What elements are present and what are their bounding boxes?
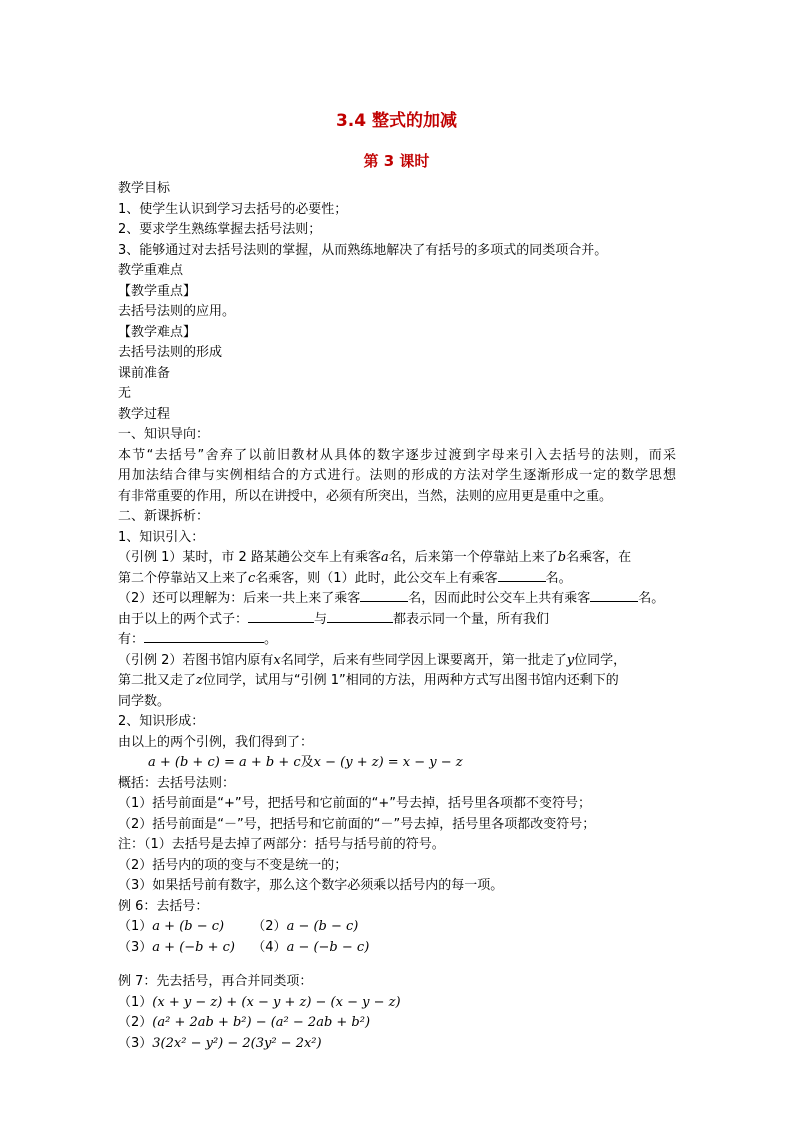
preparation-text: 无: [118, 386, 132, 401]
example-1-line-2: [118, 569, 676, 590]
exercise-label: （2）: [252, 919, 287, 934]
exercise-expression: a − (−b − c): [286, 939, 370, 955]
spacer: [118, 958, 676, 972]
example-6-row: [118, 938, 676, 959]
answer-blank: [327, 610, 393, 623]
section-1-paragraph-line: 有非常重要的作用，所以在讲授中，必须有所突出，当然，法则的应用更是重中之重。: [118, 488, 613, 504]
example-1-text: 第二个停靠站又上来了: [118, 570, 249, 586]
document-body: [118, 179, 676, 1054]
example-1-text: 名。: [638, 591, 665, 606]
exercise-label: （3）: [118, 1035, 153, 1051]
example-1-text: （2）还可以理解为：后来一共上来了乘客: [118, 591, 361, 606]
example-2-text: 名同学，后来有些同学因上课要离开，第一批走了: [280, 652, 567, 668]
example-1-text: 由于以上的两个式子：: [118, 611, 249, 627]
key-points-heading: 教学重难点: [118, 263, 184, 278]
answer-blank: [498, 569, 546, 582]
example-2-text: （引例 2）若图书馆内原有: [118, 652, 274, 668]
section-1-paragraph-line: 本节“去括号”舍弃了以前旧教材从具体的数字逐步过渡到字母来引入去括号的法则，而采: [118, 447, 676, 463]
variable-c: c: [248, 570, 256, 586]
variable-a: a: [380, 550, 389, 565]
example-1-line-3: [118, 589, 676, 610]
example-2-text: 第二批又走了: [118, 673, 197, 688]
example-1-line-4: [118, 610, 676, 631]
example-7-row: [118, 993, 676, 1014]
formation-heading: 2、知识形成：: [118, 714, 205, 729]
example-2-text: 位同学，: [574, 652, 627, 668]
summary-heading: 概括：去括号法则：: [118, 775, 236, 791]
note-2: （2）括号内的项的变与不变是统一的；: [118, 857, 348, 873]
example-1-text: 有：: [118, 632, 145, 647]
focus-text: 去括号法则的应用。: [118, 304, 236, 319]
exercise-label: （2）: [118, 1015, 153, 1030]
intro-heading: 1、知识引入：: [118, 529, 205, 545]
objective-item: 2、要求学生熟练掌握去括号法则；: [118, 222, 322, 237]
formation-intro: 由以上的两个引例，我们得到了：: [118, 734, 314, 750]
exercise-expression: a − (b − c): [286, 919, 359, 934]
section-1-paragraph-line: 用加法结合律与实例相结合的方式进行。法则的形成的方法对学生逐渐形成一定的数学思想: [118, 468, 676, 483]
exercise-label: （4）: [252, 939, 287, 955]
example-6-row: [118, 917, 676, 938]
note-1: 注：（1）去括号是去掉了两部分：括号与括号前的符号。: [118, 837, 445, 852]
example-1-text: 名，后来第一个停靠站上来了: [388, 550, 558, 565]
exercise-label: （1）: [118, 919, 153, 934]
exercise-expression: (a² + 2ab + b²) − (a² − 2ab + b²): [152, 1015, 371, 1030]
example-1-text: 都表示同一个量，所有我们: [393, 611, 550, 627]
example-1-text: 名乘客，在: [566, 550, 632, 565]
example-1-text: 与: [314, 611, 328, 627]
example-2-line-2: [118, 671, 676, 692]
exercise-label: （1）: [118, 994, 153, 1010]
example-1-line-5: [118, 630, 676, 651]
exercise-expression: (x + y − z) + (x − y + z) − (x − y − z): [152, 994, 401, 1010]
answer-blank: [360, 589, 408, 602]
example-2-text: 位同学，试用与“引例 1”相同的方法，用两种方式写出图书馆内还剩下的: [202, 673, 619, 688]
variable-y: y: [566, 652, 575, 668]
variable-x: x: [273, 652, 281, 668]
formula-line: [118, 753, 676, 774]
section-1-heading: 一、知识导向：: [118, 427, 210, 442]
formula-left: a + (b + c) = a + b + c: [148, 755, 301, 770]
exercise-expression: a + (−b + c): [152, 939, 235, 955]
example-1-text: 。: [264, 632, 278, 647]
rule-2: （2）括号前面是“－”号，把括号和它前面的“－”号去掉，括号里各项都改变符号；: [118, 816, 596, 832]
example-1-line-1: [118, 548, 676, 569]
example-2-line-1: [118, 651, 676, 672]
example-7-heading: 例 7：先去括号，再合并同类项：: [118, 974, 313, 989]
example-1-text: 名。: [545, 570, 572, 586]
exercise-label: （3）: [118, 939, 153, 955]
preparation-heading: 课前准备: [118, 365, 171, 381]
formula-join: 及: [300, 755, 314, 770]
objective-item: 1、使学生认识到学习去括号的必要性；: [118, 201, 348, 217]
formula-right: x − (y + z) = x − y − z: [313, 755, 463, 770]
exercise-expression: a + (b − c): [152, 919, 225, 934]
objective-item: 3、能够通过对去括号法则的掌握，从而熟练地解决了有括号的多项式的同类项合并。: [118, 242, 608, 258]
variable-b: b: [557, 550, 567, 565]
example-1-text: 名，因而此时公交车上共有乘客: [408, 591, 591, 606]
variable-z: z: [196, 673, 203, 688]
section-2-heading: 二、新课拆析：: [118, 509, 210, 524]
difficulty-label: 【教学难点】: [118, 324, 197, 340]
document-title: 3.4 整式的加减: [335, 111, 458, 131]
answer-blank: [144, 630, 264, 643]
example-6-heading: 例 6：去括号：: [118, 898, 209, 914]
example-7-row: [118, 1034, 676, 1055]
note-3: （3）如果括号前有数字，那么这个数字必须乘以括号内的每一项。: [118, 878, 504, 893]
answer-blank: [248, 610, 314, 623]
process-heading: 教学过程: [118, 406, 171, 422]
exercise-expression: 3(2x² − y²) − 2(3y² − 2x²): [152, 1035, 322, 1051]
objectives-heading: 教学目标: [118, 181, 171, 196]
difficulty-text: 去括号法则的形成: [118, 345, 223, 360]
answer-blank: [590, 589, 638, 602]
rule-1: （1）括号前面是“+”号，把括号和它前面的“+”号去掉，括号里各项都不变符号；: [118, 796, 591, 811]
example-7-row: [118, 1013, 676, 1034]
example-2-line-3: 同学数。: [118, 693, 171, 709]
lesson-subtitle: 第 3 课时: [363, 152, 430, 170]
example-1-text: （引例 1）某时，市 2 路某趟公交车上有乘客: [118, 550, 381, 565]
focus-label: 【教学重点】: [118, 283, 197, 299]
example-1-text: 名乘客，则（1）此时，此公交车上有乘客: [255, 570, 498, 586]
